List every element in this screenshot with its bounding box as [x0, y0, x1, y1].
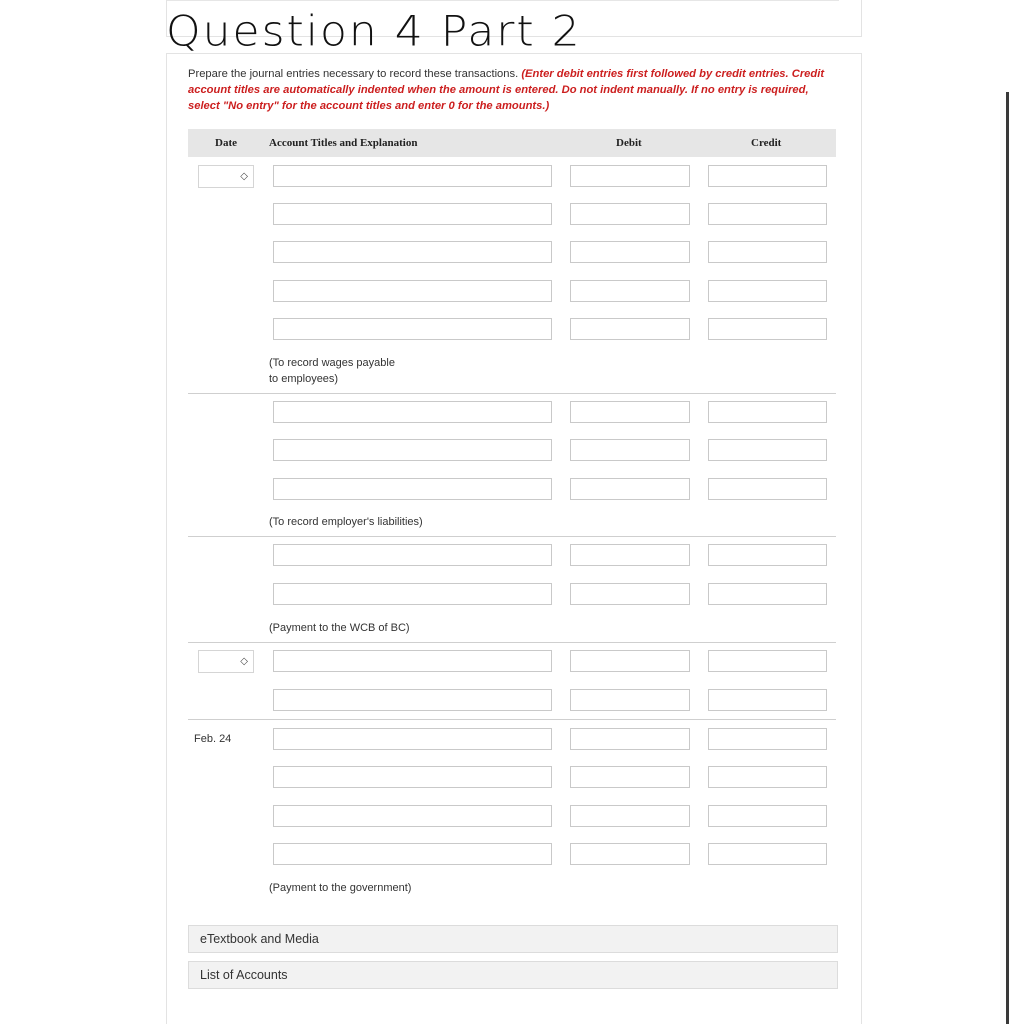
- entry1-debit-input-3[interactable]: [570, 241, 690, 263]
- header-account: Account Titles and Explanation: [269, 137, 418, 149]
- entry5-debit-input-4[interactable]: [570, 843, 690, 865]
- entry3-credit-input-2[interactable]: [708, 583, 827, 605]
- etextbook-accordion[interactable]: eTextbook and Media: [188, 925, 838, 953]
- entry2-debit-input-1[interactable]: [570, 401, 690, 423]
- instructions: [188, 66, 838, 114]
- entry3-debit-input-1[interactable]: [570, 544, 690, 566]
- entry1-credit-input-1[interactable]: [708, 165, 827, 187]
- header-credit: Credit: [751, 137, 782, 149]
- entry5-debit-input-3[interactable]: [570, 805, 690, 827]
- entry3-explanation: (Payment to the WCB of BC): [269, 622, 410, 634]
- chevron-updown-icon: ◇: [240, 656, 248, 667]
- entry5-date: Feb. 24: [194, 733, 232, 745]
- entry2-credit-input-3[interactable]: [708, 478, 827, 500]
- entry-divider: [188, 719, 836, 720]
- entry1-credit-input-2[interactable]: [708, 203, 827, 225]
- previous-card-bar: [167, 0, 839, 1]
- entry2-account-input-2[interactable]: [273, 439, 552, 461]
- entry4-debit-input-2[interactable]: [570, 689, 690, 711]
- entry2-account-input-1[interactable]: [273, 401, 552, 423]
- entry4-debit-input-1[interactable]: [570, 650, 690, 672]
- question-card: [166, 53, 862, 1024]
- entry1-credit-input-3[interactable]: [708, 241, 827, 263]
- entry4-credit-input-1[interactable]: [708, 650, 827, 672]
- entry1-debit-input-5[interactable]: [570, 318, 690, 340]
- entry2-debit-input-2[interactable]: [570, 439, 690, 461]
- journal-table-header: [188, 129, 836, 157]
- entry3-account-input-2[interactable]: [273, 583, 552, 605]
- entry5-account-input-1[interactable]: [273, 728, 552, 750]
- entry1-debit-input-4[interactable]: [570, 280, 690, 302]
- entry5-account-input-3[interactable]: [273, 805, 552, 827]
- entry-divider: [188, 536, 836, 537]
- entry1-explanation: (To record wages payable to employees): [269, 357, 395, 385]
- header-date: Date: [215, 137, 237, 149]
- entry5-debit-input-1[interactable]: [570, 728, 690, 750]
- entry2-credit-input-1[interactable]: [708, 401, 827, 423]
- entry1-account-input-3[interactable]: [273, 241, 552, 263]
- entry2-credit-input-2[interactable]: [708, 439, 827, 461]
- entry4-account-input-2[interactable]: [273, 689, 552, 711]
- entry5-debit-input-2[interactable]: [570, 766, 690, 788]
- entry4-credit-input-2[interactable]: [708, 689, 827, 711]
- entry5-credit-input-1[interactable]: [708, 728, 827, 750]
- entry3-account-input-1[interactable]: [273, 544, 552, 566]
- entry1-date-select[interactable]: [198, 165, 254, 188]
- entry5-credit-input-2[interactable]: [708, 766, 827, 788]
- entry1-credit-input-5[interactable]: [708, 318, 827, 340]
- entry5-account-input-2[interactable]: [273, 766, 552, 788]
- entry1-account-input-5[interactable]: [273, 318, 552, 340]
- entry4-date-select[interactable]: [198, 650, 254, 673]
- instructions-lead: Prepare the journal entries necessary to record these transactions.: [188, 68, 519, 80]
- entry5-explanation: (Payment to the government): [269, 882, 412, 894]
- handwritten-title: Question 4 Part 2: [166, 7, 582, 56]
- entry1-account-input-4[interactable]: [273, 280, 552, 302]
- entry4-account-input-1[interactable]: [273, 650, 552, 672]
- entry3-debit-input-2[interactable]: [570, 583, 690, 605]
- instructions-emphasis: (Enter debit entries first followed by credit entries. Credit account titles are automatically indented when the amount is entered. Do not indent manually. If no entry is required, select "No entry" for the account titles and enter 0 for the amounts.): [188, 68, 825, 112]
- entry1-credit-input-4[interactable]: [708, 280, 827, 302]
- entry5-credit-input-4[interactable]: [708, 843, 827, 865]
- entry3-credit-input-1[interactable]: [708, 544, 827, 566]
- entry1-debit-input-2[interactable]: [570, 203, 690, 225]
- entry1-debit-input-1[interactable]: [570, 165, 690, 187]
- chevron-updown-icon: ◇: [240, 171, 248, 182]
- entry-divider: [188, 393, 836, 394]
- entry2-debit-input-3[interactable]: [570, 478, 690, 500]
- entry1-account-input-1[interactable]: [273, 165, 552, 187]
- entry2-account-input-3[interactable]: [273, 478, 552, 500]
- entry5-credit-input-3[interactable]: [708, 805, 827, 827]
- scrollbar[interactable]: [1006, 92, 1009, 1024]
- header-debit: Debit: [616, 137, 642, 149]
- entry2-explanation: (To record employer's liabilities): [269, 516, 423, 528]
- list-of-accounts-accordion[interactable]: List of Accounts: [188, 961, 838, 989]
- entry5-account-input-4[interactable]: [273, 843, 552, 865]
- entry1-account-input-2[interactable]: [273, 203, 552, 225]
- entry-divider: [188, 642, 836, 643]
